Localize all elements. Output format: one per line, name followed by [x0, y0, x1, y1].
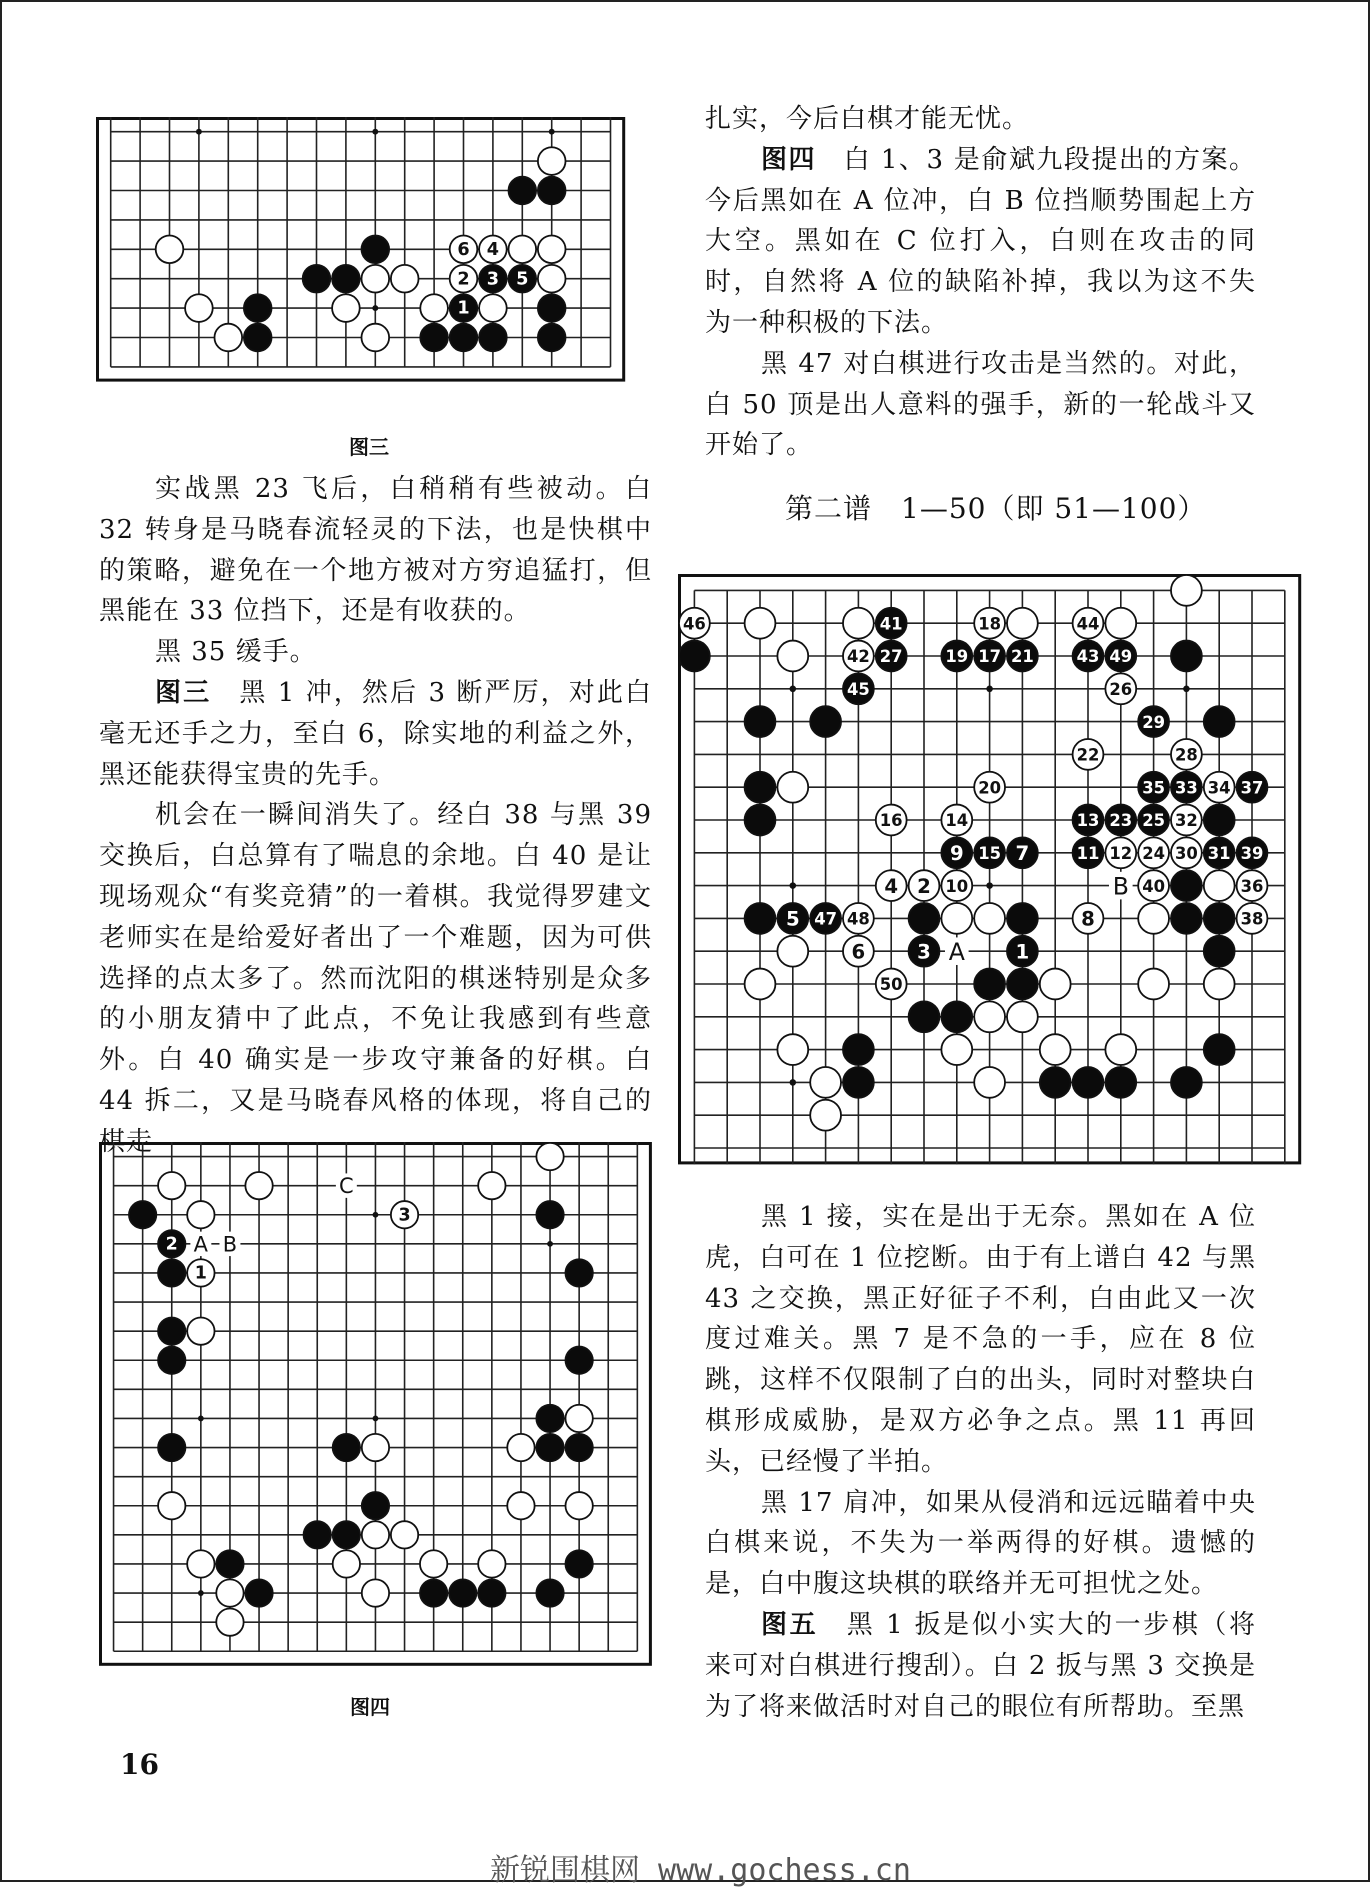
paragraph: 黑 1 接，实在是出于无奈。黑如在 A 位虎，白可在 1 位挖断。由于有上谱白 42 与黑 43 之交换，黑正好征子不利，白由此又一次度过难关。黑 7 是不急的一手，应在 8 位跳，这样不仅限制了白的出头，同时对整块白棋形成威胁，是双方必争之点。黑 11 再回头，已经慢了半拍。 — [705, 1202, 1256, 1477]
move-number: 1 — [1015, 940, 1030, 964]
move-number: 9 — [949, 841, 964, 865]
move-number: 41 — [879, 614, 903, 634]
black-stone — [1073, 1067, 1104, 1098]
black-stone — [1204, 936, 1235, 967]
white-stone — [216, 1608, 243, 1635]
move-number: 6 — [457, 239, 470, 260]
white-stone — [362, 1521, 389, 1548]
paragraph-text: 黑 1 扳是似小实大的一步棋（将来可对白棋进行搜刮）。白 2 扳与黑 3 交换是为了将来做活时对自己的眼位有所帮助。至黑 — [705, 1609, 1256, 1722]
move-number: 4 — [884, 874, 899, 898]
white-stone — [158, 1172, 185, 1199]
white-stone — [420, 1550, 447, 1577]
black-stone — [1105, 1067, 1136, 1098]
move-number: 46 — [682, 614, 706, 634]
move-number: 14 — [945, 811, 969, 831]
paragraph — [705, 140, 1256, 344]
move-number: 1 — [457, 298, 470, 319]
black-stone — [420, 324, 448, 352]
move-number: 11 — [1076, 843, 1100, 863]
black-stone — [449, 1579, 476, 1606]
star-point — [986, 882, 993, 889]
move-number: 36 — [1240, 876, 1264, 896]
black-stone — [941, 1001, 972, 1032]
white-stone — [1007, 1001, 1038, 1032]
move-number: 5 — [785, 907, 800, 931]
figure-label: 图四 — [761, 144, 817, 175]
white-stone — [1105, 1034, 1136, 1065]
point-mark-label: C — [339, 1174, 354, 1199]
move-number: 21 — [1010, 647, 1034, 667]
black-stone — [1204, 805, 1235, 836]
black-stone — [1204, 706, 1235, 737]
black-stone — [479, 324, 507, 352]
black-stone — [1171, 870, 1202, 901]
paragraph — [705, 1605, 1256, 1727]
black-stone — [565, 1434, 592, 1461]
paragraph: 实战黑 23 飞后，白稍稍有些被动。白 32 转身是马晓春流轻灵的下法，也是快棋中的策略，避免在一个地方被对方穷追猛打，但黑能在 33 位挡下，还是有收获的。 — [99, 474, 652, 627]
black-stone — [1171, 1067, 1202, 1098]
white-stone — [536, 1143, 563, 1170]
white-stone — [187, 1201, 214, 1228]
white-stone — [216, 1579, 243, 1606]
white-stone — [420, 294, 448, 322]
move-number: 23 — [1109, 811, 1133, 831]
left-column-text — [99, 469, 652, 1163]
white-stone — [187, 1317, 214, 1344]
figure-3-caption: 图三 — [349, 435, 389, 459]
go-board-diagram-2 — [678, 574, 1276, 1160]
move-number: 13 — [1076, 811, 1100, 831]
move-number: 1 — [194, 1263, 207, 1284]
move-number: 38 — [1240, 909, 1264, 929]
white-stone — [538, 147, 566, 175]
white-stone — [362, 1434, 389, 1461]
paragraph: 扎实，今后白棋才能无忧。 — [705, 104, 1030, 134]
paragraph-text: 白 1、3 是俞斌九段提出的方案。今后黑如在 A 位冲，白 B 位挡顺势围起上方大空。黑如在 C 位打入，白则在攻击的同时，自然将 A 位的缺陷补掉，我以为这不失为一种积极的下法。 — [705, 144, 1256, 338]
star-point — [198, 1590, 204, 1596]
move-number: 40 — [1142, 876, 1166, 896]
move-number: 6 — [851, 940, 866, 964]
black-stone — [536, 1405, 563, 1432]
white-stone — [158, 1492, 185, 1519]
white-stone — [187, 1550, 214, 1577]
black-stone — [333, 1521, 360, 1548]
figure-label: 图五 — [761, 1609, 819, 1640]
white-stone — [507, 1492, 534, 1519]
black-stone — [158, 1259, 185, 1286]
black-stone — [745, 903, 776, 934]
black-stone — [478, 1579, 505, 1606]
move-number: 2 — [165, 1234, 178, 1255]
move-number: 7 — [1015, 841, 1030, 865]
black-stone — [303, 265, 331, 293]
star-point — [547, 1241, 553, 1247]
black-stone — [843, 1067, 874, 1098]
white-stone — [361, 324, 389, 352]
black-stone — [1171, 641, 1202, 672]
white-stone — [478, 1172, 505, 1199]
move-number: 26 — [1109, 679, 1133, 699]
white-stone — [974, 903, 1005, 934]
paragraph-text: 黑 1 冲，然后 3 断严厉，对此白毫无还手之力，至白 6，除实地的利益之外，黑还能获得宝贵的先手。 — [99, 677, 652, 790]
black-stone — [538, 294, 566, 322]
white-stone — [479, 294, 507, 322]
white-stone — [245, 1172, 272, 1199]
black-stone — [565, 1550, 592, 1577]
black-stone — [536, 1579, 563, 1606]
paragraph: 机会在一瞬间消失了。经白 38 与黑 39 交换后，白总算有了喘息的余地。白 40 是让现场观众“有奖竞猜”的一着棋。我觉得罗建文老师实在是给爱好者出了一个难题，因为可供选择的点太多了。然而沈阳的棋迷特别是众多的小朋友猜中了此点，不免让我感到有些意外。白 40 确实是一步攻守兼备的好棋。白 44 拆二，又是马晓春风格的体现，将自己的棋走 — [99, 800, 652, 1157]
black-stone — [843, 1034, 874, 1065]
star-point — [790, 1079, 797, 1086]
black-stone — [810, 706, 841, 737]
move-number: 43 — [1076, 647, 1100, 667]
white-stone — [745, 969, 776, 1000]
black-stone — [244, 324, 272, 352]
move-number: 29 — [1142, 712, 1166, 732]
black-stone — [158, 1317, 185, 1344]
black-stone — [244, 294, 272, 322]
white-stone — [565, 1492, 592, 1519]
move-number: 16 — [879, 811, 903, 831]
black-stone — [508, 177, 536, 205]
section-title: 第二谱 1—50（即 51—100） — [785, 492, 1207, 525]
black-stone — [745, 706, 776, 737]
move-number: 32 — [1174, 811, 1198, 831]
black-stone — [536, 1434, 563, 1461]
black-stone — [158, 1347, 185, 1374]
move-number: 17 — [978, 647, 1002, 667]
white-stone — [745, 608, 776, 639]
white-stone — [810, 1100, 841, 1131]
star-point — [549, 129, 555, 135]
move-number: 18 — [978, 614, 1002, 634]
black-stone — [974, 969, 1005, 1000]
black-stone — [536, 1201, 563, 1228]
star-point — [1183, 686, 1190, 693]
move-number: 12 — [1109, 843, 1133, 863]
black-stone — [1204, 1034, 1235, 1065]
white-stone — [1138, 969, 1169, 1000]
move-number: 27 — [879, 647, 903, 667]
white-stone — [941, 903, 972, 934]
move-number: 44 — [1076, 614, 1100, 634]
move-number: 5 — [516, 269, 529, 290]
star-point — [373, 1416, 379, 1422]
black-stone — [333, 1434, 360, 1461]
go-board-figure-3 — [96, 117, 622, 394]
black-stone — [745, 772, 776, 803]
black-stone — [679, 641, 710, 672]
black-stone — [1007, 969, 1038, 1000]
right-column-bottom-text — [705, 1197, 1256, 1727]
black-stone — [565, 1347, 592, 1374]
white-stone — [185, 294, 213, 322]
move-number: 19 — [945, 647, 969, 667]
move-number: 35 — [1142, 778, 1166, 798]
star-point — [372, 129, 378, 135]
white-stone — [1204, 870, 1235, 901]
white-stone — [1105, 608, 1136, 639]
move-number: 34 — [1207, 778, 1231, 798]
paragraph — [99, 673, 652, 795]
black-stone — [216, 1550, 243, 1577]
black-stone — [245, 1579, 272, 1606]
white-stone — [777, 641, 808, 672]
white-stone — [1040, 1034, 1071, 1065]
paragraph: 黑 35 缓手。 — [155, 637, 317, 668]
black-stone — [361, 235, 389, 263]
point-mark-label: A — [948, 937, 965, 966]
black-stone — [1171, 903, 1202, 934]
white-stone — [538, 265, 566, 293]
point-mark-label: A — [193, 1232, 209, 1257]
move-number: 39 — [1240, 843, 1264, 863]
move-number: 8 — [1081, 907, 1095, 931]
star-point — [373, 1212, 379, 1218]
page-number: 16 — [120, 1748, 159, 1781]
black-stone — [158, 1434, 185, 1461]
move-number: 2 — [457, 269, 470, 290]
black-stone — [538, 177, 566, 205]
white-stone — [332, 294, 360, 322]
black-stone — [362, 1492, 389, 1519]
black-stone — [1007, 903, 1038, 934]
white-stone — [1171, 575, 1202, 606]
white-stone — [507, 1434, 534, 1461]
black-stone — [129, 1201, 156, 1228]
move-number: 42 — [846, 647, 870, 667]
black-stone — [909, 903, 940, 934]
white-stone — [1040, 969, 1071, 1000]
move-number: 48 — [846, 909, 870, 929]
white-stone — [362, 1579, 389, 1606]
move-number: 22 — [1076, 745, 1100, 765]
black-stone — [332, 265, 360, 293]
move-number: 4 — [486, 239, 500, 260]
right-column-top-text — [705, 99, 1256, 466]
black-stone — [304, 1521, 331, 1548]
white-stone — [1007, 608, 1038, 639]
white-stone — [941, 1034, 972, 1065]
move-number: 30 — [1174, 843, 1198, 863]
white-stone — [974, 1067, 1005, 1098]
star-point — [790, 882, 797, 889]
white-stone — [156, 235, 184, 263]
white-stone — [478, 1550, 505, 1577]
move-number: 47 — [814, 909, 838, 929]
black-stone — [745, 805, 776, 836]
point-mark-label: B — [222, 1232, 238, 1257]
white-stone — [361, 265, 389, 293]
white-stone — [565, 1405, 592, 1432]
paragraph: 黑 47 对白棋进行攻击是当然的。对此，白 50 顶是出人意料的强手，新的一轮战斗又开始了。 — [705, 348, 1256, 461]
move-number: 50 — [879, 975, 903, 995]
star-point — [196, 129, 202, 135]
move-number: 25 — [1142, 811, 1166, 831]
move-number: 31 — [1207, 843, 1231, 863]
white-stone — [333, 1550, 360, 1577]
white-stone — [538, 235, 566, 263]
figure-4-caption: 图四 — [350, 1695, 390, 1719]
move-number: 37 — [1240, 778, 1264, 798]
move-number: 33 — [1174, 778, 1198, 798]
white-stone — [391, 1521, 418, 1548]
black-stone — [420, 1579, 447, 1606]
move-number: 45 — [846, 679, 870, 699]
paragraph: 黑 17 肩冲，如果从侵消和远远瞄着中央白棋来说，不失为一举两得的好棋。遗憾的是，白中腹这块棋的联络并无可担忧之处。 — [705, 1487, 1256, 1600]
go-board-figure-4 — [99, 1142, 623, 1655]
move-number: 10 — [945, 876, 969, 896]
star-point — [372, 305, 378, 311]
point-mark-label: B — [1112, 872, 1129, 901]
white-stone — [974, 1001, 1005, 1032]
white-stone — [777, 772, 808, 803]
black-stone — [1204, 903, 1235, 934]
footer-watermark: 新锐围棋网 www.gochess.cn — [490, 1853, 911, 1888]
black-stone — [1040, 1067, 1071, 1098]
star-point — [790, 686, 797, 693]
white-stone — [214, 324, 242, 352]
move-number: 24 — [1142, 843, 1166, 863]
white-stone — [843, 608, 874, 639]
white-stone — [810, 1067, 841, 1098]
move-number: 2 — [917, 874, 931, 898]
star-point — [986, 686, 993, 693]
move-number: 3 — [917, 940, 931, 964]
move-number: 15 — [978, 843, 1002, 863]
black-stone — [565, 1259, 592, 1286]
move-number: 49 — [1109, 647, 1133, 667]
white-stone — [508, 235, 536, 263]
white-stone — [1204, 969, 1235, 1000]
black-stone — [909, 1001, 940, 1032]
black-stone — [450, 324, 478, 352]
white-stone — [777, 936, 808, 967]
white-stone — [1138, 903, 1169, 934]
move-number: 3 — [398, 1205, 411, 1226]
move-number: 20 — [978, 778, 1002, 798]
move-number: 28 — [1174, 745, 1198, 765]
figure-label: 图三 — [155, 677, 212, 708]
black-stone — [538, 324, 566, 352]
white-stone — [391, 265, 419, 293]
white-stone — [777, 1034, 808, 1065]
star-point — [198, 1416, 204, 1422]
move-number: 3 — [486, 269, 500, 290]
